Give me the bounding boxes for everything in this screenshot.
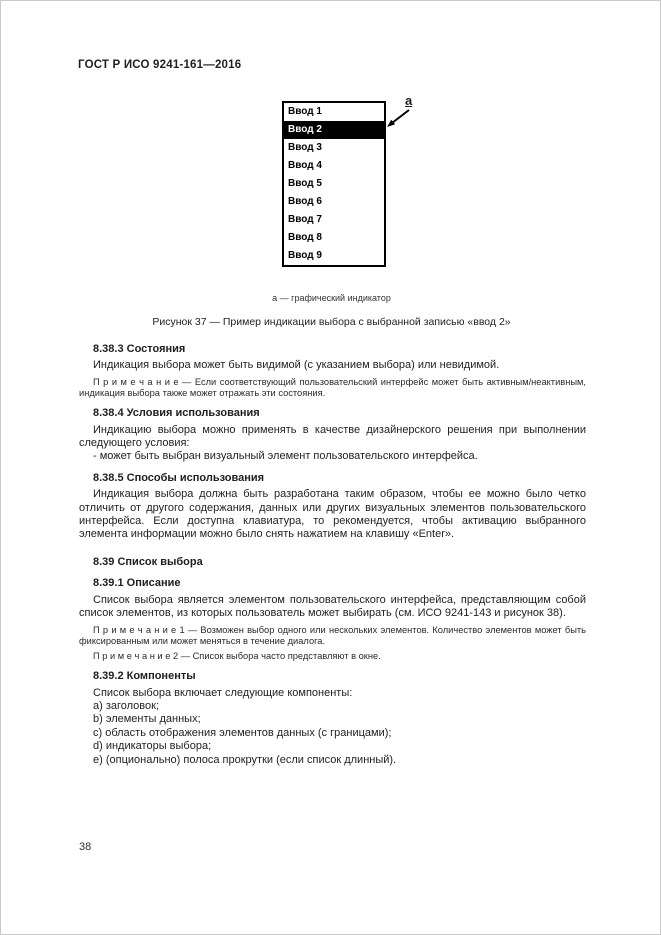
- paragraph: Индикация выбора должна быть разработана таким образом, чтобы ее можно было четко отличить от другого содержания, данных или других визуальных элементов пользовательского интерфейса. Если доступна клавиатура, то рекомендуется, чтобы активацию выбранного элемента информации можно было снять нажатием на клавишу «Enter».: [79, 488, 586, 541]
- note-1: П р и м е ч а н и е 1 — Возможен выбор одного или нескольких элементов. Количество элементов может быть фиксированным или может меняться в течение диалога.: [79, 624, 586, 646]
- paragraph: Список выбора является элементом пользовательского интерфейса, представляющим собой список элементов, из которых пользователь может выбирать (см. ИСО 9241-143 и рисунок 38).: [79, 593, 586, 620]
- paragraph: Индикация выбора может быть видимой (с указанием выбора) или невидимой.: [93, 359, 500, 372]
- document-header: ГОСТ Р ИСО 9241-161—2016: [78, 59, 242, 71]
- listbox-item: Ввод 5: [288, 178, 322, 189]
- figure-37: [1, 93, 661, 267]
- section-heading-8-38-4: 8.38.4 Условия использования: [93, 407, 260, 420]
- listbox-item: Ввод 9: [288, 250, 322, 261]
- section-heading-8-39-2: 8.39.2 Компоненты: [93, 670, 196, 683]
- list-item-c: c) область отображения элементов данных (с границами);: [93, 726, 392, 739]
- listbox-item-selected: Ввод 2: [284, 121, 384, 139]
- listbox-item: Ввод 3: [288, 142, 322, 153]
- list-item-a: a) заголовок;: [93, 699, 160, 712]
- figure-listbox: [282, 101, 386, 267]
- listbox-item: Ввод 8: [288, 232, 322, 243]
- section-heading-8-38-3: 8.38.3 Состояния: [93, 343, 186, 355]
- figure-legend: а — графический индикатор: [272, 293, 391, 303]
- section-heading-8-39-1: 8.39.1 Описание: [93, 577, 181, 590]
- paragraph: Индикацию выбора можно применять в качестве дизайнерского решения при выполнении следующего условия:: [79, 423, 586, 450]
- list-item-d: d) индикаторы выбора;: [93, 740, 212, 753]
- figure-caption: Рисунок 37 — Пример индикации выбора с выбранной записью «ввод 2»: [152, 316, 511, 328]
- section-heading-8-39: 8.39 Список выбора: [93, 555, 203, 568]
- list-item-e: e) (опционально) полоса прокрутки (если список длинный).: [93, 753, 397, 766]
- body-text: [79, 343, 586, 767]
- note-2: П р и м е ч а н и е 2 — Список выбора часто представляют в окне.: [93, 650, 381, 661]
- listbox-item: Ввод 6: [288, 196, 322, 207]
- page-number: 38: [79, 841, 92, 853]
- listbox-item: Ввод 4: [288, 160, 322, 171]
- listbox-item: Ввод 1: [288, 106, 322, 117]
- pointer-label-a: а: [405, 93, 413, 108]
- note: П р и м е ч а н и е — Если соответствующий пользовательский интерфейс может быть активным/неактивным, индикация выбора также может отражать эти состояния.: [79, 376, 586, 399]
- section-heading-8-38-5: 8.38.5 Способы использования: [93, 471, 265, 484]
- paragraph: Список выбора включает следующие компоненты:: [93, 686, 353, 699]
- listbox-item: Ввод 7: [288, 214, 322, 225]
- list-item-dash: - может быть выбран визуальный элемент пользовательского интерфейса.: [93, 450, 478, 463]
- list-item-b: b) элементы данных;: [93, 713, 201, 726]
